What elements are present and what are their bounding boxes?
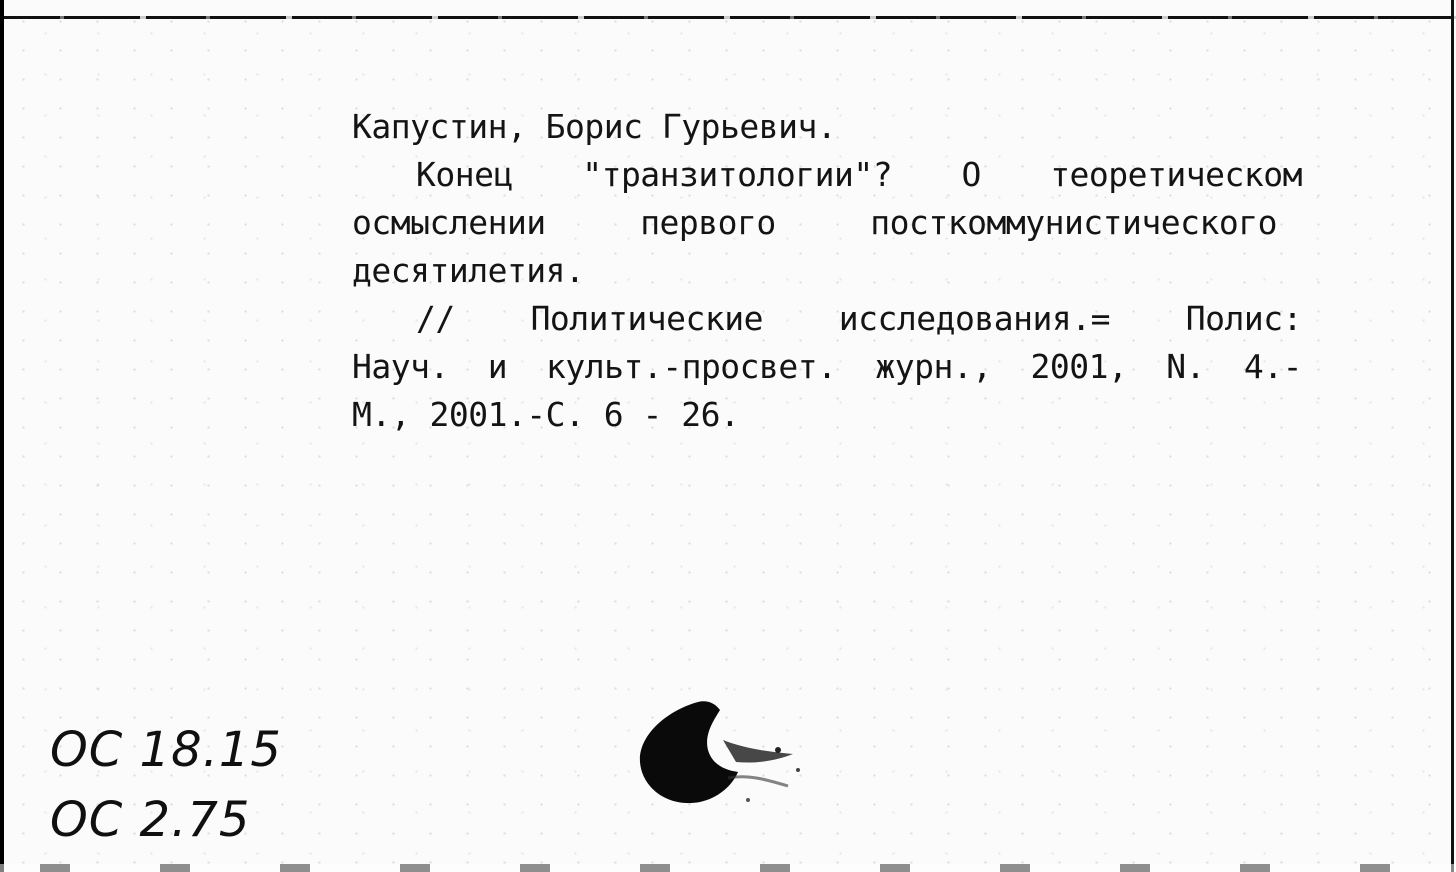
title-line-2 xyxy=(352,199,1277,247)
title-line-1 xyxy=(352,151,1302,199)
ink-blot-stamp xyxy=(628,690,828,830)
shelf-code-2: OC 2.75 xyxy=(50,792,251,848)
author-name: Капустин, Борис Гурьевич. xyxy=(352,107,837,146)
title-word: "транзитологии"? xyxy=(582,155,893,194)
source-word: // xyxy=(416,299,455,338)
source-imprint: М., 2001.-С. 6 - 26. xyxy=(352,395,740,434)
source-word: исследования.= xyxy=(838,299,1110,338)
source-word: культ.-просвет. xyxy=(546,347,837,386)
source-word: Политические xyxy=(530,299,763,338)
title-word: осмыслении xyxy=(352,203,546,242)
card-right-edge xyxy=(1451,0,1454,872)
ink-blot xyxy=(640,701,738,803)
ink-splatter xyxy=(728,777,788,786)
title-word: посткоммунистического xyxy=(870,203,1277,242)
ink-dot xyxy=(796,768,800,772)
card-bottom-edge xyxy=(0,864,1456,872)
source-line-2 xyxy=(352,343,1302,391)
title-line-3 xyxy=(352,247,1302,295)
source-word: Науч. xyxy=(352,347,449,386)
ink-dot xyxy=(746,798,750,802)
source-word: N. xyxy=(1166,347,1205,386)
card-top-edge xyxy=(0,16,1456,19)
title-word: теоретическом xyxy=(1050,155,1302,194)
bibliographic-entry xyxy=(352,103,1302,439)
title-word: первого xyxy=(640,203,776,242)
source-word: Полис: xyxy=(1185,299,1302,338)
author-line xyxy=(352,103,1302,151)
ink-streak xyxy=(723,740,793,763)
shelf-code-1: OC 18.15 xyxy=(50,722,282,778)
source-word: 2001, xyxy=(1030,347,1128,386)
title-word: Конец xyxy=(416,155,513,194)
source-word: и xyxy=(487,347,508,386)
card-left-edge xyxy=(0,0,4,872)
source-line-3 xyxy=(352,391,1302,439)
source-word: 4.- xyxy=(1243,347,1302,386)
title-word: десятилетия. xyxy=(352,251,585,290)
source-line-1 xyxy=(352,295,1302,343)
title-word: О xyxy=(961,155,981,194)
ink-dot xyxy=(775,747,781,753)
source-word: журн., xyxy=(875,347,992,386)
